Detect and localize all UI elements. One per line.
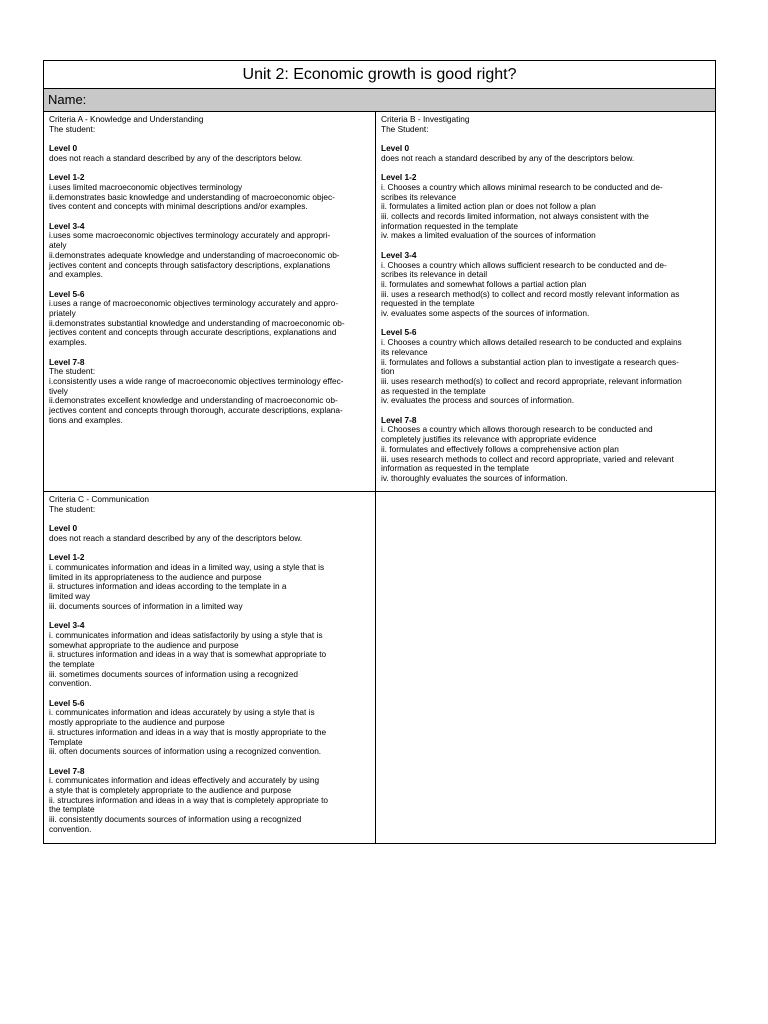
descriptor-line: information as requested in the template: [381, 463, 530, 474]
descriptor-line: ii. formulates and effectively follows a comprehensive action plan: [381, 443, 619, 454]
criteria-a-cell: [44, 112, 376, 492]
criteria-a-level-block: [49, 173, 370, 212]
criteria-a-level-block: [49, 290, 370, 348]
criteria-b-level-block: [381, 173, 710, 241]
level-title: Level 7-8: [381, 414, 417, 425]
criteria-b-level-block: [381, 328, 710, 406]
descriptor-line: does not reach a standard described by any of the descriptors below.: [381, 152, 635, 163]
criteria-c-subheading: The student:: [49, 503, 96, 514]
descriptor-line: i. Chooses a country which allows detailed research to be conducted and explains: [381, 337, 682, 348]
descriptor-line: ii.demonstrates basic knowledge and understanding of macroeconomic objec-: [49, 191, 335, 202]
criteria-a-subheading: The student:: [49, 123, 96, 134]
descriptor-line: ii.demonstrates excellent knowledge and understanding of macroeconomic ob-: [49, 395, 338, 406]
descriptor-line: its relevance: [381, 346, 428, 357]
level-title: Level 1-2: [381, 172, 417, 183]
criteria-b-level-block: [381, 251, 710, 319]
level-title: Level 3-4: [49, 220, 85, 231]
descriptor-line: a style that is completely appropriate to the audience and purpose: [49, 785, 292, 796]
descriptor-line: somewhat appropriate to the audience and purpose: [49, 639, 239, 650]
descriptor-line: limited way: [49, 591, 91, 601]
descriptor-line: iii. consistently documents sources of information using a recognized: [49, 814, 302, 825]
descriptor-line: iii. documents sources of information in a limited way: [49, 600, 243, 611]
descriptor-line: tives content and concepts with minimal descriptions and/or examples.: [49, 201, 308, 212]
descriptor-line: ii. formulates a limited action plan or does not follow a plan: [381, 201, 596, 212]
descriptor-line: i.uses a range of macroeconomic objectives terminology accurately and appro-: [49, 298, 339, 309]
descriptor-line: i. communicates information and ideas accurately by using a style that is: [49, 707, 315, 718]
descriptor-line: iv. makes a limited evaluation of the sources of information: [381, 230, 596, 241]
descriptor-line: tion: [381, 366, 395, 377]
criteria-a-level-block: [49, 358, 370, 426]
descriptor-line: The student:: [49, 366, 96, 377]
descriptor-line: i. Chooses a country which allows thorough research to be conducted and: [381, 424, 653, 435]
descriptor-line: convention.: [49, 678, 92, 689]
descriptor-line: iv. evaluates some aspects of the sources of information.: [381, 308, 590, 319]
document-title: Unit 2: Economic growth is good right?: [44, 61, 716, 89]
descriptor-line: requested in the template: [381, 298, 475, 309]
criteria-a-heading: Criteria A - Knowledge and Understanding: [49, 114, 204, 124]
descriptor-line: the template: [49, 804, 95, 815]
descriptor-line: as requested in the template: [381, 385, 486, 396]
level-title: Level 1-2: [49, 172, 85, 183]
descriptor-line: Template: [49, 736, 83, 747]
descriptor-line: tions and examples.: [49, 414, 123, 425]
descriptor-line: i. Chooses a country which allows minimal research to be conducted and de-: [381, 181, 663, 192]
descriptor-line: ii. structures information and ideas in a way that is somewhat appropriate to: [49, 649, 327, 660]
descriptor-line: convention.: [49, 823, 92, 834]
criteria-c-level-block: [49, 767, 370, 835]
level-title: Level 0: [49, 143, 78, 154]
descriptor-line: i. communicates information and ideas effectively and accurately by using: [49, 775, 320, 786]
descriptor-line: ii. formulates and somewhat follows a partial action plan: [381, 278, 587, 289]
descriptor-line: i.uses some macroeconomic objectives terminology accurately and appropri-: [49, 230, 331, 241]
descriptor-line: iii. sometimes documents sources of information using a recognized: [49, 668, 299, 679]
descriptor-line: does not reach a standard described by any of the descriptors below.: [49, 532, 303, 543]
criteria-a-levels: [49, 144, 370, 425]
criteria-c-level-block: [49, 553, 370, 611]
descriptor-line: scribes its relevance: [381, 191, 457, 202]
descriptor-line: iii. often documents sources of information using a recognized convention.: [49, 746, 322, 757]
level-title: Level 0: [49, 523, 78, 534]
level-title: Level 3-4: [381, 249, 417, 260]
descriptor-line: iii. uses research method(s) to collect and record appropriate, relevant information: [381, 375, 682, 386]
descriptor-line: iii. uses a research method(s) to collect and record mostly relevant information as: [381, 288, 680, 299]
descriptor-line: ii.demonstrates adequate knowledge and understanding of macroeconomic ob-: [49, 249, 340, 260]
empty-cell: [376, 492, 716, 844]
criteria-b-heading: Criteria B - Investigating: [381, 114, 470, 124]
descriptor-line: i.uses limited macroeconomic objectives terminology: [49, 181, 243, 192]
descriptor-line: examples.: [49, 337, 87, 348]
descriptor-line: scribes its relevance in detail: [381, 269, 488, 280]
name-field-label: Name:: [44, 89, 716, 112]
criteria-a-level-block: [49, 222, 370, 280]
descriptor-line: iv. thoroughly evaluates the sources of information.: [381, 472, 568, 483]
criteria-c-levels: [49, 524, 370, 834]
descriptor-line: iii. uses research methods to collect and record appropriate, varied and relevant: [381, 453, 674, 464]
descriptor-line: jectives content and concepts through satisfactory descriptions, explanations: [49, 259, 331, 270]
descriptor-line: i. communicates information and ideas in a limited way, using a style that is: [49, 561, 325, 572]
descriptor-line: ately: [49, 240, 67, 251]
rubric-table: [43, 60, 716, 844]
descriptor-line: ii. formulates and follows a substantial action plan to investigate a research ques-: [381, 356, 679, 367]
level-title: Level 7-8: [49, 356, 85, 367]
criteria-b-level-block: [381, 416, 710, 484]
level-title: Level 5-6: [381, 327, 417, 338]
rubric-sheet: [43, 60, 715, 844]
criteria-c-cell: [44, 492, 376, 844]
level-title: Level 0: [381, 143, 410, 154]
criteria-b-subheading: The Student:: [381, 123, 429, 134]
descriptor-line: iv. evaluates the process and sources of information.: [381, 395, 575, 406]
criteria-c-heading: Criteria C - Communication: [49, 494, 150, 504]
descriptor-line: jectives content and concepts through accurate descriptions, explanations and: [49, 327, 337, 338]
descriptor-line: i.consistently uses a wide range of macroeconomic objectives terminology effec-: [49, 375, 344, 386]
criteria-b-cell: [376, 112, 716, 492]
descriptor-line: and examples.: [49, 269, 103, 280]
descriptor-line: iii. collects and records limited information, not always consistent with the: [381, 211, 649, 221]
descriptor-line: the template: [49, 658, 95, 669]
criteria-c-level-block: [49, 699, 370, 757]
descriptor-line: i. Chooses a country which allows sufficient research to be conducted and de-: [381, 259, 667, 270]
level-title: Level 3-4: [49, 620, 85, 631]
descriptor-line: mostly appropriate to the audience and purpose: [49, 717, 225, 728]
level-title: Level 5-6: [49, 697, 85, 708]
level-title: Level 7-8: [49, 765, 85, 776]
level-title: Level 1-2: [49, 552, 85, 563]
level-title: Level 5-6: [49, 288, 85, 299]
descriptor-line: ii. structures information and ideas in a way that is completely appropriate to: [49, 794, 329, 805]
descriptor-line: completely justifies its relevance with appropriate evidence: [381, 434, 597, 445]
descriptor-line: ii.demonstrates substantial knowledge and understanding of macroeconomic ob-: [49, 317, 345, 328]
descriptor-line: tively: [49, 385, 68, 396]
descriptor-line: jectives content and concepts through thorough, accurate descriptions, explana-: [49, 405, 343, 416]
descriptor-line: ii. structures information and ideas in a way that is mostly appropriate to the: [49, 726, 327, 737]
criteria-c-level-block: [49, 621, 370, 689]
descriptor-line: ii. structures information and ideas according to the template in a: [49, 581, 287, 592]
descriptor-line: does not reach a standard described by any of the descriptors below.: [49, 152, 303, 163]
descriptor-line: priately: [49, 308, 76, 318]
criteria-b-level-block: [381, 144, 710, 163]
criteria-a-level-block: [49, 144, 370, 163]
descriptor-line: i. communicates information and ideas satisfactorily by using a style that is: [49, 629, 323, 640]
descriptor-line: limited in its appropriateness to the audience and purpose: [49, 571, 262, 582]
descriptor-line: information requested in the template: [381, 220, 518, 231]
criteria-b-levels: [381, 144, 710, 484]
criteria-c-level-block: [49, 524, 370, 543]
